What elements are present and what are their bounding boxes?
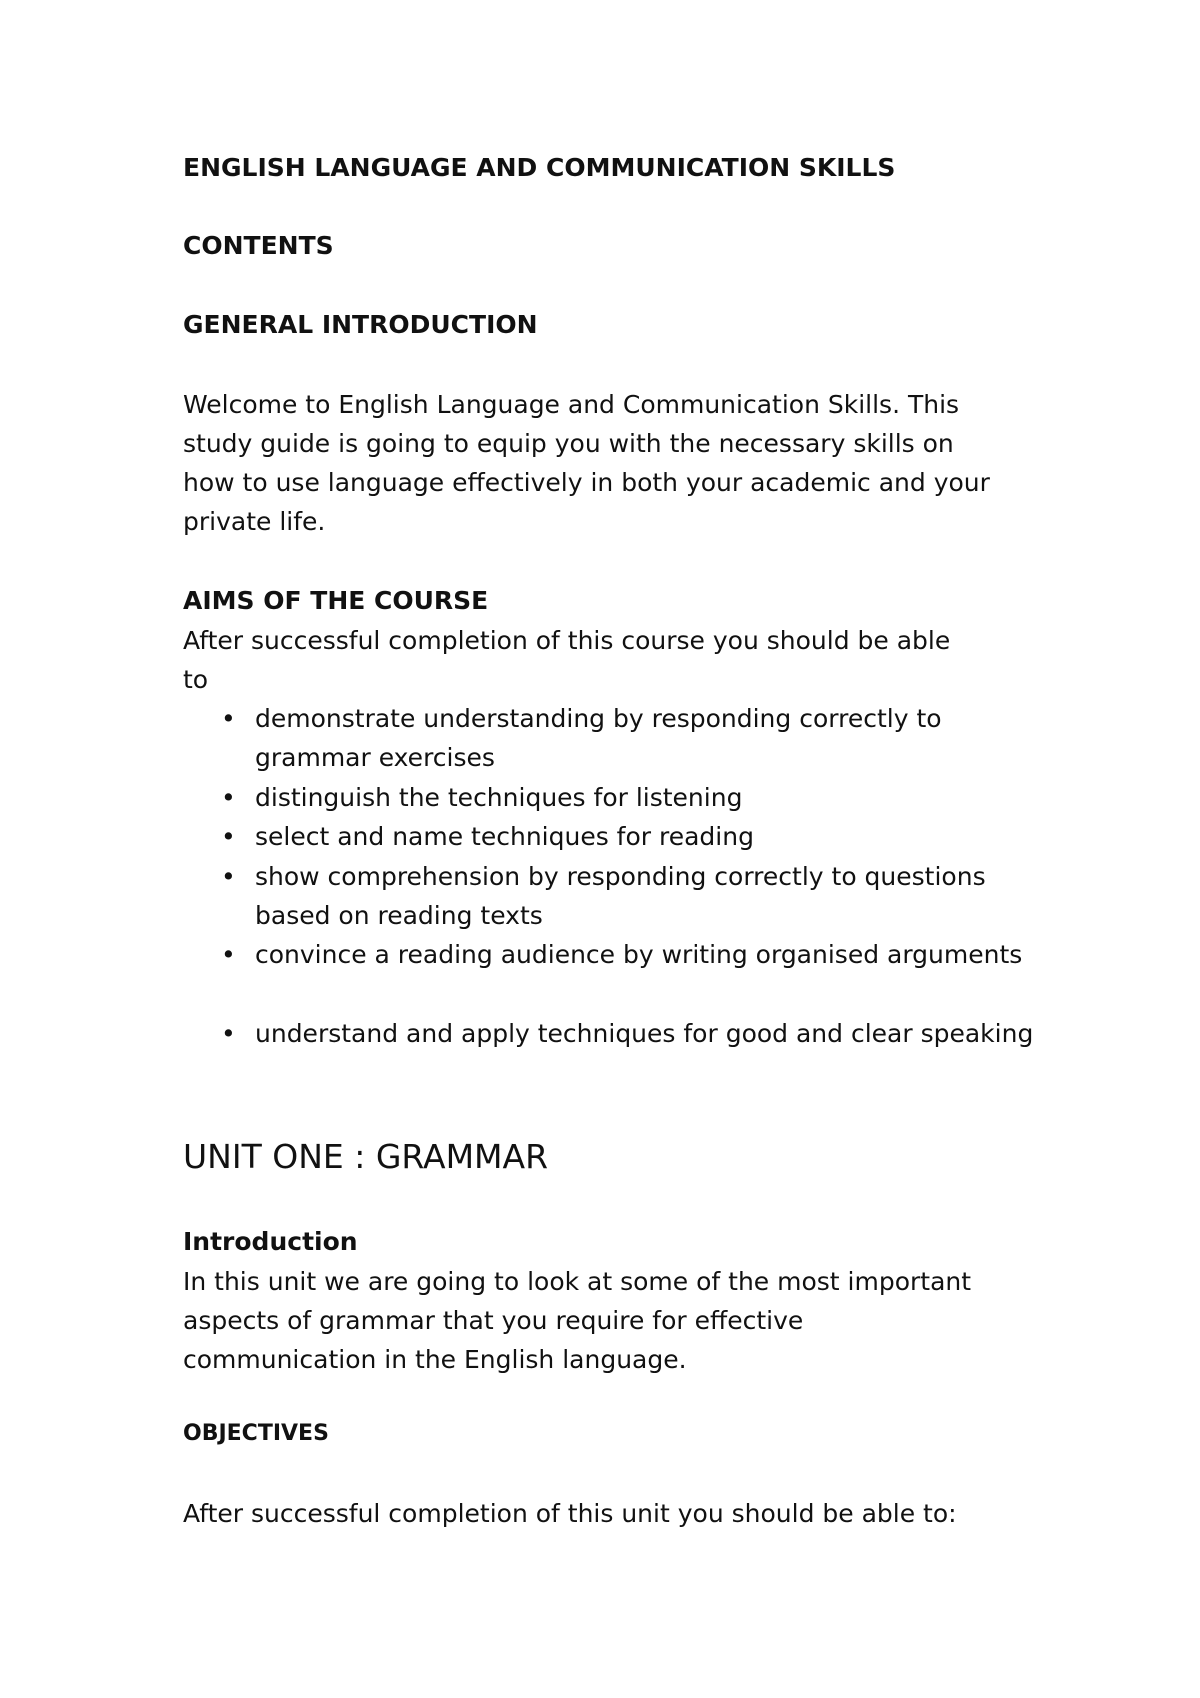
bullet-icon: • bbox=[221, 1019, 236, 1048]
unit-introduction-line: communication in the English language. bbox=[183, 1345, 687, 1374]
general-introduction-line: private life. bbox=[183, 507, 326, 536]
general-introduction-heading: GENERAL INTRODUCTION bbox=[183, 310, 538, 339]
aims-intro-line: After successful completion of this course you should be able bbox=[183, 626, 951, 655]
general-introduction-line: how to use language effectively in both your academic and your bbox=[183, 468, 990, 497]
unit-introduction-line: In this unit we are going to look at some of the most important bbox=[183, 1267, 972, 1296]
bullet-text: convince a reading audience by writing organised arguments bbox=[255, 940, 1023, 969]
unit-introduction-line: aspects of grammar that you require for effective bbox=[183, 1306, 804, 1335]
bullet-text: show comprehension by responding correctly to questions based on reading texts bbox=[255, 862, 986, 930]
general-introduction-line: study guide is going to equip you with the necessary skills on bbox=[183, 429, 954, 458]
bullet-icon: • bbox=[221, 862, 236, 891]
general-introduction-line: Welcome to English Language and Communication Skills. This bbox=[183, 390, 960, 419]
bullet-text: demonstrate understanding by responding correctly to grammar exercises bbox=[255, 704, 942, 772]
bullet-icon: • bbox=[221, 940, 236, 969]
bullet-icon: • bbox=[221, 822, 236, 851]
document-title: ENGLISH LANGUAGE AND COMMUNICATION SKILLS bbox=[183, 153, 896, 182]
bullet-text: select and name techniques for reading bbox=[255, 822, 754, 851]
aims-intro-line: to bbox=[183, 665, 209, 694]
unit-one-title: UNIT ONE : GRAMMAR bbox=[183, 1137, 549, 1176]
contents-heading: CONTENTS bbox=[183, 231, 334, 260]
bullet-text: understand and apply techniques for good and clear speaking bbox=[255, 1019, 1034, 1048]
bullet-icon: • bbox=[221, 783, 236, 812]
objectives-line: After successful completion of this unit you should be able to: bbox=[183, 1499, 957, 1528]
unit-introduction-heading: Introduction bbox=[183, 1227, 358, 1256]
bullet-text: distinguish the techniques for listening bbox=[255, 783, 743, 812]
bullet-icon: • bbox=[221, 704, 236, 733]
aims-heading: AIMS OF THE COURSE bbox=[183, 586, 489, 615]
objectives-heading: OBJECTIVES bbox=[183, 1421, 329, 1446]
